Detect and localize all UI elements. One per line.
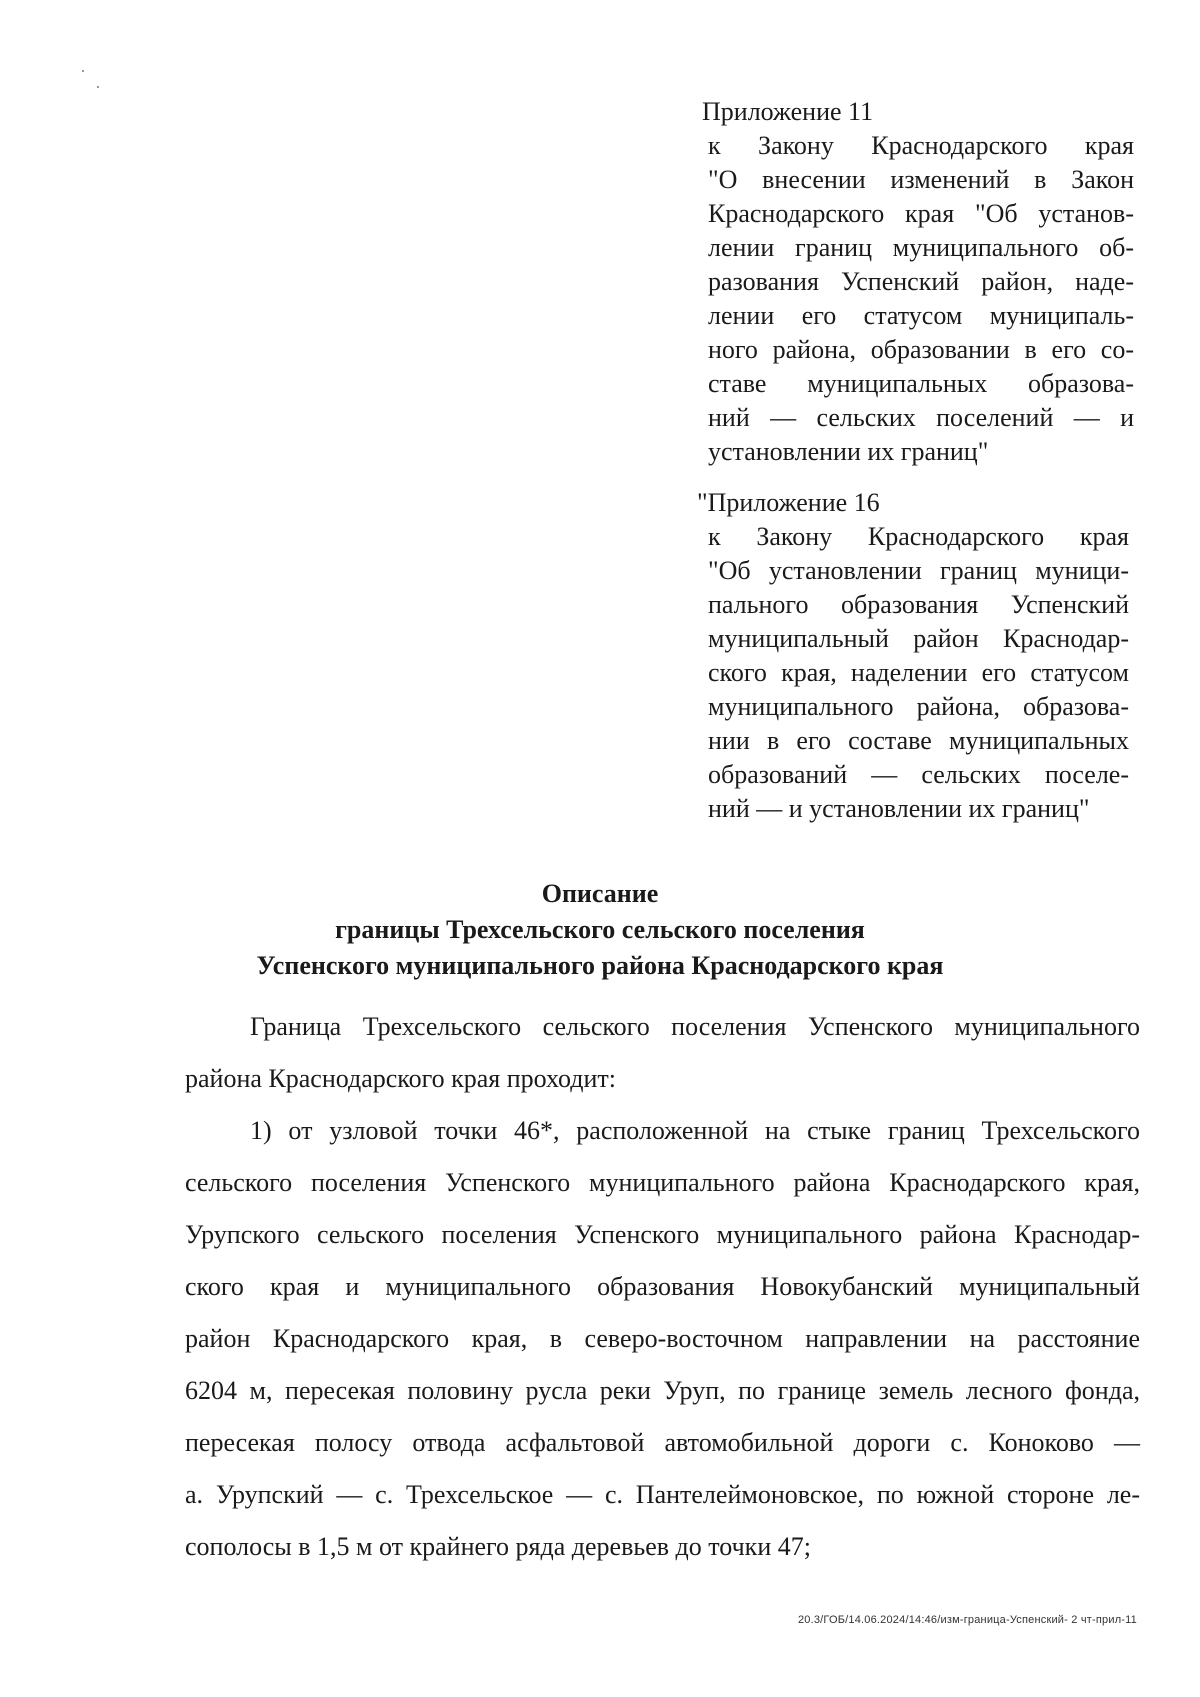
annex-11-line: ставе муниципальных образова- <box>708 369 1134 398</box>
boundary-description <box>185 1001 1140 1573</box>
paragraph-line: Граница Трехсельского сельского поселения Успенского муниципального <box>250 1012 1140 1041</box>
annex-16-line: ний — и установлении их границ" <box>708 794 1090 823</box>
annex-11-line: ний — сельских поселений — и <box>708 403 1134 432</box>
title-line: границы Трехсельского сельского поселения <box>335 915 865 944</box>
scan-speck <box>97 86 99 88</box>
annex-11-line: к Закону Краснодарского края <box>708 131 1134 160</box>
annex-16-reference <box>697 486 1129 826</box>
paragraph-line: пересекая полосу отвода асфальтовой автомобильной дороги с. Коноково — <box>185 1428 1140 1457</box>
paragraph-line: района Краснодарского края проходит: <box>185 1064 617 1093</box>
paragraph-line: а. Урупский — с. Трехсельское — с. Пантелеймоновское, по южной стороне ле- <box>185 1480 1140 1509</box>
annex-16-line: нии в его составе муниципальных <box>708 726 1129 755</box>
annex-16-line: к Закону Краснодарского края <box>708 522 1129 551</box>
annex-11-line: Краснодарского края "Об установ- <box>708 199 1134 228</box>
annex-16-line: ского края, наделении его статусом <box>708 658 1129 687</box>
annex-11-line: ного района, образовании в его со- <box>708 335 1134 364</box>
paragraph-line: 1) от узловой точки 46*, расположенной на стыке границ Трехсельского <box>250 1116 1140 1145</box>
annex-16-line: "Об установлении границ муници- <box>708 556 1129 585</box>
paragraph-line: сополосы в 1,5 м от крайнего ряда деревьев до точки 47; <box>185 1532 811 1561</box>
annex-11-line: лении его статусом муниципаль- <box>708 301 1134 330</box>
paragraph-line: ского края и муниципального образования Новокубанский муниципальный <box>185 1272 1140 1301</box>
paragraph-line: сельского поселения Успенского муниципального района Краснодарского края, <box>185 1168 1140 1197</box>
annex-16-line: пального образования Успенский <box>708 590 1129 619</box>
title-line: Успенского муниципального района Краснодарского края <box>256 951 944 980</box>
annex-11-reference <box>702 95 1134 469</box>
scan-speck <box>82 70 84 72</box>
paragraph-line: район Краснодарского края, в северо-восточном направлении на расстояние <box>185 1324 1140 1353</box>
paragraph-line: 6204 м, пересекая половину русла реки Уруп, по границе земель лесного фонда, <box>185 1376 1140 1405</box>
annex-16-line: муниципальный район Краснодар- <box>708 624 1129 653</box>
annex-11-line: разования Успенский район, наде- <box>708 267 1134 296</box>
document-title <box>0 876 1200 984</box>
annex-11-heading: Приложение 11 <box>702 97 874 126</box>
annex-11-line: установлении их границ" <box>708 437 989 466</box>
annex-16-heading: "Приложение 16 <box>697 488 880 517</box>
paragraph-line: Урупского сельского поселения Успенского муниципального района Краснодар- <box>185 1220 1140 1249</box>
title-line: Описание <box>541 879 659 908</box>
annex-16-line: муниципального района, образова- <box>708 692 1129 721</box>
annex-11-line: лении границ муниципального об- <box>708 233 1134 262</box>
document-footer-reference: 20.3/ГОБ/14.06.2024/14:46/изм-граница-Успенский- 2 чт-прил-11 <box>797 1614 1137 1626</box>
annex-16-line: образований — сельских поселе- <box>708 760 1129 789</box>
annex-11-line: "О внесении изменений в Закон <box>708 165 1134 194</box>
